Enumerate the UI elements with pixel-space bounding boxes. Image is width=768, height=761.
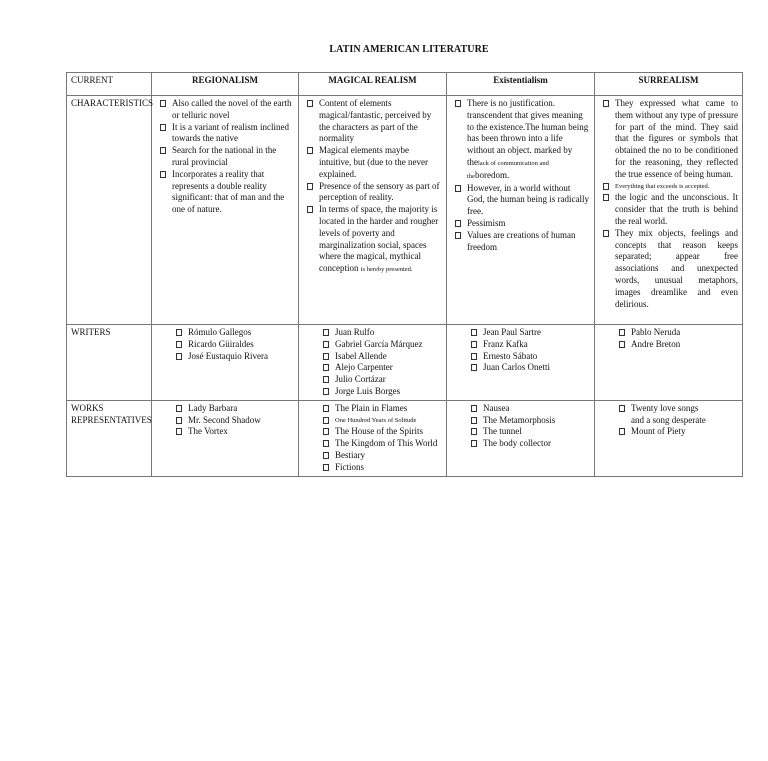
list-item-text: There is no justification. transcendent that gives meaning to the existence.The human being has been thrown into a life without an object. marked by the	[467, 98, 589, 167]
list-item: However, in a world without God, the human being is radically free.	[451, 183, 590, 218]
list-item: Bestiary	[319, 450, 442, 462]
list-item: Magical elements maybe intuitive, but (due to the never explained.	[303, 145, 442, 180]
list-item: The Metamorphosis	[467, 415, 590, 427]
list-item: Presence of the sensory as part of perception of reality.	[303, 181, 442, 205]
list-item: Franz Kafka	[467, 339, 590, 351]
list-item: Fictions	[319, 462, 442, 474]
header-existentialism: Existentialism	[447, 73, 595, 96]
cell-surrealism-works	[595, 400, 743, 476]
header-current: CURRENT	[67, 73, 152, 96]
cell-regionalism-works	[152, 400, 299, 476]
list-item: Twenty love songs and a song desperate	[615, 403, 738, 427]
list-item: The body collector	[467, 438, 590, 450]
list-item: Content of elements magical/fantastic, perceived by the characters as part of the normality	[303, 98, 442, 145]
list-item: Andre Breton	[615, 339, 738, 351]
list-item: Isabel Allende	[319, 351, 442, 363]
list-item-text: In terms of space, the majority is located in the harder and rougher levels of poverty and marginalization social, spaces where the magical, mythical conception	[319, 204, 439, 274]
list-item: Ernesto Sábato	[467, 351, 590, 363]
writers-row	[67, 325, 743, 401]
list-item: José Eustaquio Rivera	[172, 351, 294, 363]
header-magical-realism: MAGICAL REALISM	[299, 73, 447, 96]
list-item: Gabriel García Márquez	[319, 339, 442, 351]
list-item: Pessimism	[451, 218, 590, 230]
list-item: Mount of Piety	[615, 426, 738, 438]
list-item: Values are creations of human freedom	[451, 230, 590, 254]
row-label-writers: WRITERS	[67, 325, 152, 401]
list-item: Lady Barbara	[172, 403, 294, 415]
works-row	[67, 400, 743, 476]
list-item: The Kingdom of This World	[319, 438, 442, 450]
row-label-works	[67, 400, 152, 476]
list-item: Pablo Neruda	[615, 327, 738, 339]
list-item: One Hundred Years of Solitude	[319, 415, 442, 427]
cell-surrealism-writers	[595, 325, 743, 401]
header-regionalism: REGIONALISM	[152, 73, 299, 96]
header-row	[67, 73, 743, 96]
list-item: the logic and the unconscious. It consider that the truth is behind the real world.	[599, 192, 738, 227]
list-item: The Vortex	[172, 426, 294, 438]
list-item: They expressed what came to them without any type of pressure for part of the mind. They said that the figures or symbols that obtained the no to be conditioned for the reasoning, they reflected the true essence of being human.	[599, 98, 738, 181]
literature-table	[66, 72, 743, 477]
list-item: Incorporates a reality that represents a double reality significant: that of man and the one of nature.	[156, 169, 294, 216]
cell-magical-realism-writers	[299, 325, 447, 401]
list-item: They mix objects, feelings and concepts that reason keeps separated; appear free associations and unexpected words, unusual metaphors, images dreamlike and even delirious.	[599, 228, 738, 311]
list-item	[303, 204, 442, 276]
list-item: Rómulo Gallegos	[172, 327, 294, 339]
list-item	[451, 98, 590, 183]
list-item: Jorge Luis Borges	[319, 386, 442, 398]
list-item-text: boredom.	[474, 169, 510, 180]
cell-regionalism-characteristics	[152, 96, 299, 325]
list-item: Nausea	[467, 403, 590, 415]
document-title: LATIN AMERICAN LITERATURE	[329, 44, 489, 55]
row-label-line: REPRESENTATIVES	[71, 414, 152, 425]
list-item-small-text: is hereby presented.	[360, 266, 413, 274]
cell-existentialism-characteristics	[447, 96, 595, 325]
row-label-line: WORKS	[71, 402, 104, 413]
list-item: Jean Paul Sartre	[467, 327, 590, 339]
list-item-small-text: lack of communication and the	[467, 159, 549, 180]
characteristics-row	[67, 96, 743, 325]
list-item: Mr. Second Shadow	[172, 415, 294, 427]
header-surrealism: SURREALISM	[595, 73, 743, 96]
cell-regionalism-writers	[152, 325, 299, 401]
list-item: Juan Carlos Onetti	[467, 362, 590, 374]
row-label-characteristics: CHARACTERISTICS	[67, 96, 152, 325]
list-item: The House of the Spirits	[319, 426, 442, 438]
list-item: Everything that exceeds is accepted.	[599, 181, 738, 193]
cell-magical-realism-characteristics	[299, 96, 447, 325]
list-item: The tunnel	[467, 426, 590, 438]
list-item: It is a variant of realism inclined towards the native	[156, 122, 294, 146]
list-item: Also called the novel of the earth or telluric novel	[156, 98, 294, 122]
list-item: Search for the national in the rural provincial	[156, 145, 294, 169]
list-item: Ricardo Güiraldes	[172, 339, 294, 351]
list-item: The Plain in Flames	[319, 403, 442, 415]
cell-magical-realism-works	[299, 400, 447, 476]
list-item: Juan Rulfo	[319, 327, 442, 339]
cell-existentialism-writers	[447, 325, 595, 401]
cell-surrealism-characteristics	[595, 96, 743, 325]
cell-existentialism-works	[447, 400, 595, 476]
list-item: Julio Cortázar	[319, 374, 442, 386]
list-item: Alejo Carpenter	[319, 362, 442, 374]
